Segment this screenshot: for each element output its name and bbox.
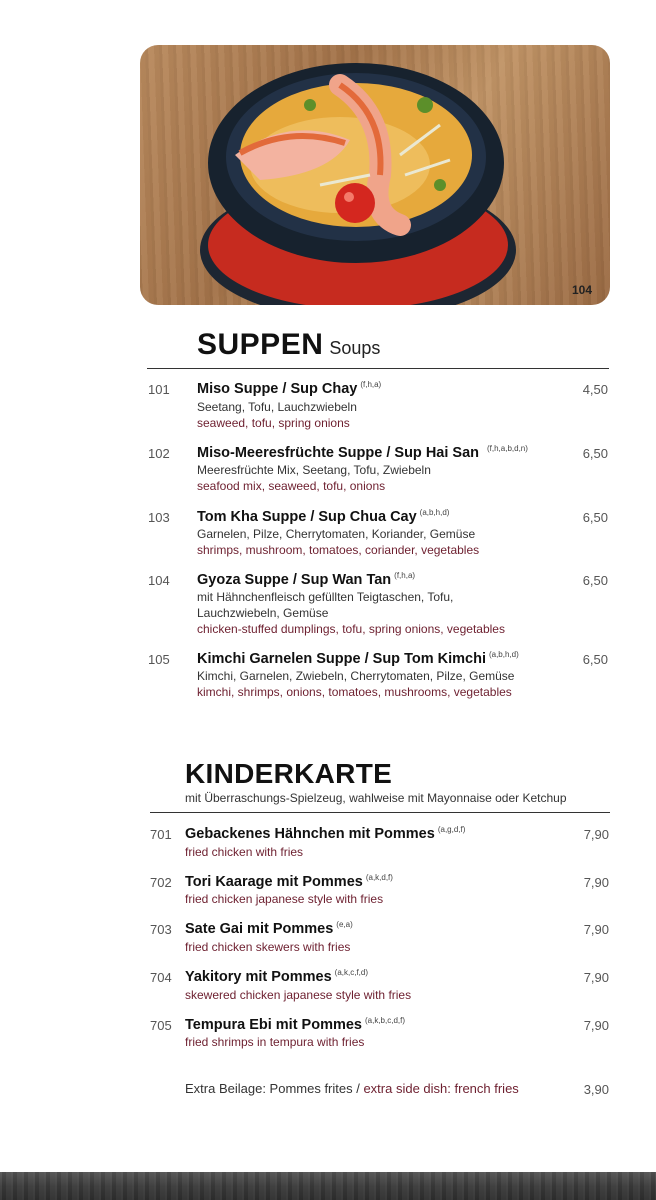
suppen-divider	[147, 368, 609, 369]
item-description-en: skewered chicken japanese style with fries	[185, 988, 412, 1002]
item-price: 7,90	[583, 1018, 609, 1033]
item-price: 7,90	[583, 922, 609, 937]
item-description-en: seaweed, tofu, spring onions	[197, 416, 350, 430]
item-name: Miso Suppe / Sup Chay $^{(f,h,a)}$	[197, 380, 382, 397]
kinderkarte-title: KINDERKARTE	[185, 758, 393, 789]
item-number: 105	[148, 652, 170, 667]
allergen-codes: (f,h,a)	[360, 380, 382, 389]
allergen-codes: (a,k,c,f,d)	[334, 968, 369, 977]
item-description-en: fried shrimps in tempura with fries	[185, 1035, 365, 1049]
item-price: 6,50	[582, 573, 608, 588]
item-number: 103	[148, 510, 170, 525]
item-number: 705	[150, 1018, 172, 1033]
item-description-de: Lauchzwiebeln, Gemüse	[197, 606, 329, 620]
item-number: 101	[148, 382, 170, 397]
item-price: 7,90	[583, 875, 609, 890]
item-description-de: mit Hähnchenfleisch gefüllten Teigtaschen, Tofu,	[197, 590, 454, 604]
suppen-title: SUPPEN	[197, 328, 324, 361]
item-description-de: Seetang, Tofu, Lauchzwiebeln	[197, 400, 357, 414]
allergen-codes: (f,h,a,b,d,n)	[487, 444, 528, 453]
item-name: Miso-Meeresfrüchte Suppe / Sup Hai San $^{(f,h,a,b,d,n)}$	[197, 444, 528, 461]
item-price: 4,50	[582, 382, 608, 397]
item-name: Sate Gai mit Pommes $^{(e,a)}$	[185, 920, 353, 937]
item-name: Yakitory mit Pommes $^{(a,k,c,f,d)}$	[185, 968, 369, 985]
item-number: 701	[150, 827, 172, 842]
kinderkarte-divider	[150, 812, 610, 813]
item-name: Tom Kha Suppe / Sup Chua Cay $^{(a,b,h,d)}$	[197, 508, 450, 525]
item-name: Tempura Ebi mit Pommes $^{(a,k,b,c,d,f)}$	[185, 1016, 406, 1033]
item-name: Gyoza Suppe / Sup Wan Tan $^{(f,h,a)}$	[197, 571, 416, 588]
item-number: 703	[150, 922, 172, 937]
allergen-codes: (a,k,b,c,d,f)	[365, 1016, 406, 1025]
item-price: 6,50	[582, 652, 608, 667]
item-number: 702	[150, 875, 172, 890]
item-name: Gebackenes Hähnchen mit Pommes $^{(a,g,d,f)}$	[185, 825, 466, 842]
item-name: Tori Kaarage mit Pommes $^{(a,k,d,f)}$	[185, 873, 393, 890]
allergen-codes: (a,g,d,f)	[437, 825, 466, 834]
item-description-en: kimchi, shrimps, onions, tomatoes, mushrooms, vegetables	[197, 685, 512, 699]
item-number: 102	[148, 446, 170, 461]
extra-side-dish-en: extra side dish: french fries	[363, 1081, 519, 1096]
item-number: 704	[150, 970, 172, 985]
item-price: 6,50	[582, 510, 608, 525]
suppen-subtitle: Soups	[329, 338, 381, 358]
item-number: 104	[148, 573, 170, 588]
allergen-codes: (f,h,a)	[394, 571, 416, 580]
extra-side-dish-price: 3,90	[583, 1082, 609, 1097]
suppen-heading	[197, 328, 380, 362]
allergen-codes: (a,b,h,d)	[488, 650, 519, 659]
item-description-de: Meeresfrüchte Mix, Seetang, Tofu, Zwiebeln	[197, 463, 431, 477]
extra-side-dish	[185, 1081, 519, 1096]
item-price: 7,90	[583, 827, 609, 842]
extra-side-dish-de: Extra Beilage: Pommes frites /	[185, 1081, 364, 1096]
allergen-codes: (a,b,h,d)	[419, 508, 450, 517]
item-description-en: shrimps, mushroom, tomatoes, coriander, vegetables	[197, 543, 480, 557]
allergen-codes: (a,k,d,f)	[365, 873, 393, 882]
kinderkarte-heading	[185, 758, 392, 790]
item-price: 7,90	[583, 970, 609, 985]
item-description-en: fried chicken skewers with fries	[185, 940, 351, 954]
item-description-en: fried chicken with fries	[185, 845, 304, 859]
item-description-en: seafood mix, seaweed, tofu, onions	[197, 479, 386, 493]
soup-bowl-illustration	[140, 45, 610, 305]
item-name: Kimchi Garnelen Suppe / Sup Tom Kimchi $^{(a,b,h,d)}$	[197, 650, 519, 667]
item-description-en: fried chicken japanese style with fries	[185, 892, 384, 906]
allergen-codes: (e,a)	[336, 920, 353, 929]
photo-page-number: 104	[571, 283, 592, 297]
wood-footer-strip	[0, 1172, 656, 1200]
item-description-de: Kimchi, Garnelen, Zwiebeln, Cherrytomaten, Pilze, Gemüse	[197, 669, 515, 683]
soup-photo	[140, 45, 610, 305]
kinderkarte-subtitle: mit Überraschungs-Spielzeug, wahlweise mit Mayonnaise oder Ketchup	[185, 791, 567, 805]
item-description-en: chicken-stuffed dumplings, tofu, spring onions, vegetables	[197, 622, 505, 636]
item-price: 6,50	[582, 446, 608, 461]
item-description-de: Garnelen, Pilze, Cherrytomaten, Koriander, Gemüse	[197, 527, 476, 541]
